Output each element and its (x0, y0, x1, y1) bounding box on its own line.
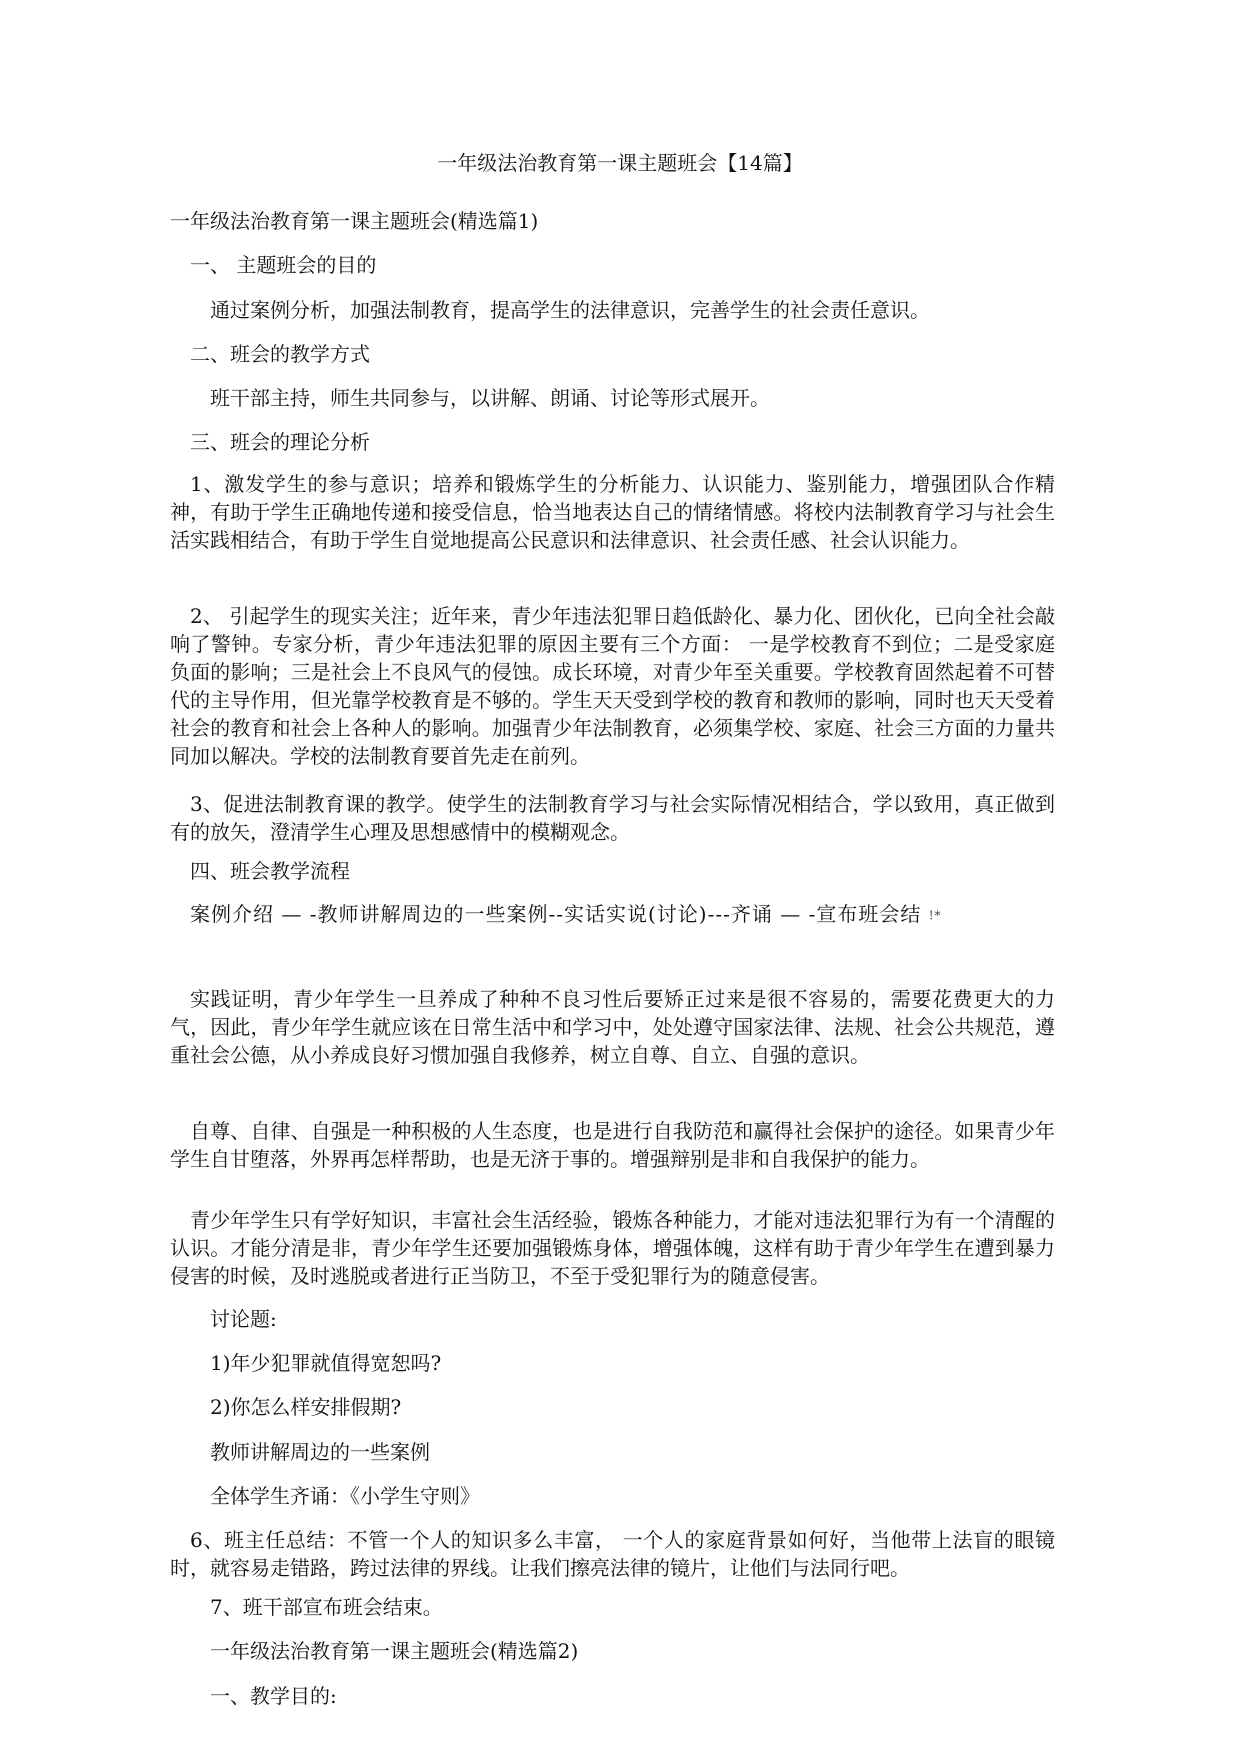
recite-line: 全体学生齐诵：《小学生守则》 (210, 1484, 480, 1508)
paragraph-summary: 6、班主任总结：不管一个人的知识多么丰富， 一个人的家庭背景如何好，当他带上法盲的眼镜时，就容易走错路，跨过法律的界线。让我们擦亮法律的镜片，让他们与法同行吧。 (170, 1528, 1055, 1580)
discussion-question-2: 2)你怎么样安排假期? (210, 1395, 402, 1419)
discussion-label: 讨论题: (210, 1307, 277, 1331)
paragraph-youth: 青少年学生只有学好知识，丰富社会生活经验，锻炼各种能力，才能对违法犯罪行为有一个清醒的认识。才能分清是非，青少年学生还要加强锻炼身体，增强体魄，这样有助于青少年学生在遭到暴力侵害的时候，及时逃脱或者进行正当防卫，不至于受犯罪行为的随意侵害。 (170, 1208, 1055, 1288)
paragraph-flow-text: 案例介绍 — -教师讲解周边的一些案例--实话实说(讨论)---齐诵 — -宣布班会结 (190, 902, 922, 926)
paragraph-theory-1: 1、激发学生的参与意识；培养和锻炼学生的分析能力、认识能力、鉴别能力，增强团队合作精神，有助于学生正确地传递和接受信息，恰当地表达自己的情绪情感。将校内法制教育学习与社会生活实践相结合，有助于学生自觉地提高公民意识和法律意识、社会责任感、社会认识能力。 (170, 472, 1055, 552)
section-2-heading: 一年级法治教育第一课主题班会(精选篇2) (210, 1639, 579, 1663)
paragraph-theory-2: 2、 引起学生的现实关注；近年来，青少年违法犯罪日趋低龄化、暴力化、团伙化，已向全社会敲响了警钟。专家分析，青少年违法犯罪的原因主要有三个方面： 一是学校教育不到位；二是受家庭负面的影响；三是社会上不良风气的侵蚀。成长环境，对青少年至关重要。学校教育固然起着不可替代的主导作用，但光靠学校教育是不够的。学生天天受到学校的教育和教师的影响，同时也天天受着社会的教育和社会上各种人的影响。加强青少年法制教育，必须集学校、家庭、社会三方面的力量共同加以解决。学校的法制教育要首先走在前列。 (170, 604, 1055, 768)
heading-purpose: 一、 主题班会的目的 (190, 253, 377, 277)
heading-theory: 三、班会的理论分析 (190, 430, 370, 454)
paragraph-end: 7、班干部宣布班会结束。 (210, 1595, 443, 1619)
paragraph-flow (170, 900, 1055, 930)
paragraph-method: 班干部主持，师生共同参与，以讲解、朗诵、讨论等形式展开。 (210, 386, 770, 410)
heading-flow: 四、班会教学流程 (190, 859, 350, 883)
teacher-cases-line: 教师讲解周边的一些案例 (210, 1440, 430, 1464)
heading-goal: 一、教学目的: (210, 1684, 337, 1708)
paragraph-practice: 实践证明，青少年学生一旦养成了种种不良习性后要矫正过来是很不容易的，需要花费更大的力气，因此，青少年学生就应该在日常生活中和学习中，处处遵守国家法律、法规、社会公共规范，遵重社会公德，从小养成良好习惯加强自我修养，树立自尊、自立、自强的意识。 (170, 987, 1055, 1067)
flow-end-mark: !* (928, 908, 942, 923)
paragraph-theory-3: 3、促进法制教育课的教学。使学生的法制教育学习与社会实际情况相结合，学以致用，真正做到有的放矢，澄清学生心理及思想感情中的模糊观念。 (170, 792, 1055, 844)
document-title: 一年级法治教育第一课主题班会【14篇】 (437, 151, 803, 175)
discussion-question-1: 1)年少犯罪就值得宽恕吗? (210, 1351, 442, 1375)
paragraph-self-discipline: 自尊、自律、自强是一种积极的人生态度，也是进行自我防范和赢得社会保护的途径。如果青少年学生自甘堕落，外界再怎样帮助，也是无济于事的。增强辩别是非和自我保护的能力。 (170, 1119, 1055, 1171)
section-1-heading: 一年级法治教育第一课主题班会(精选篇1) (170, 209, 539, 233)
paragraph-purpose: 通过案例分析，加强法制教育，提高学生的法律意识，完善学生的社会责任意识。 (210, 298, 930, 322)
heading-method: 二、班会的教学方式 (190, 342, 370, 366)
